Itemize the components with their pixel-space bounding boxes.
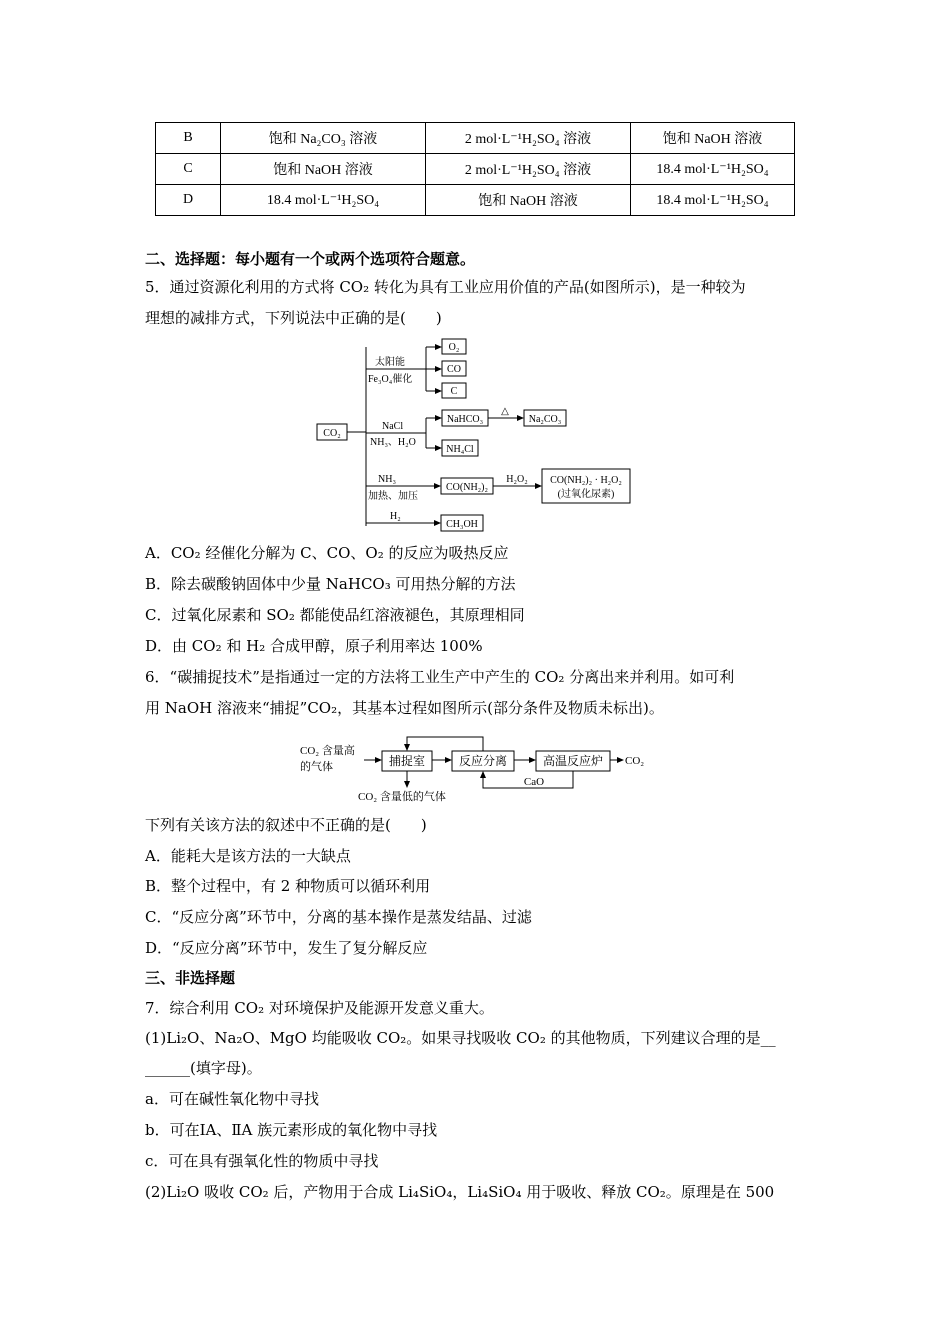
q5-option-b: B．除去碳酸钠固体中少量 NaHCO₃ 可用热分解的方法 (145, 575, 516, 593)
b1-p2: CO (447, 364, 461, 375)
q7-stem: 7．综合利用 CO₂ 对环境保护及能源开发意义重大。 (145, 999, 494, 1017)
recycle-label: CaO (523, 776, 545, 788)
q6-option-a: A．能耗大是该方法的一大缺点 (145, 847, 351, 865)
q7-option-a: a．可在碱性氧化物中寻找 (145, 1090, 319, 1108)
options-table (155, 122, 795, 216)
q6-option-c: C．“反应分离”环节中，分离的基本操作是蒸发结晶、过滤 (145, 908, 532, 926)
q6-option-d: D．“反应分离”环节中，发生了复分解反应 (145, 939, 428, 957)
q6-stem-line1: 6．“碳捕捉技术”是指通过一定的方法将工业生产中产生的 CO₂ 分离出来并利用。如可利 (145, 668, 735, 686)
q7-option-c: c．可在具有强氧化性的物质中寻找 (145, 1152, 379, 1170)
table-cell: 饱和 NaOH 溶液 (426, 185, 631, 216)
q5-option-a: A．CO₂ 经催化分解为 C、CO、O₂ 的反应为吸热反应 (145, 544, 509, 562)
co2-conversion-diagram (300, 333, 645, 533)
b4-cond: H₂ (390, 511, 401, 522)
table-cell: 饱和 Na₂CO₃ 溶液 (221, 123, 426, 154)
b1-cond2: Fe₃O₄催化 (368, 374, 413, 385)
b2-p2: NH₄Cl (446, 444, 474, 455)
table-row (156, 185, 795, 216)
section2-heading: 二、选择题：每小题有一个或两个选项符合题意。 (145, 250, 476, 268)
source-label: CO₂ (323, 428, 341, 439)
table-cell: 18.4 mol·L⁻¹H₂SO₄ (631, 185, 795, 216)
b1-p1: O₂ (448, 342, 460, 353)
q5-stem-line2: 理想的减排方式，下列说法中正确的是( ) (145, 309, 442, 327)
output-label: CO₂ (625, 755, 645, 767)
table-row (156, 154, 795, 185)
b4-p1: CH₃OH (446, 519, 478, 530)
table-cell: 饱和 NaOH 溶液 (631, 123, 795, 154)
row-label: C (156, 154, 221, 185)
b3-cond1: NH₃ (378, 474, 396, 485)
b2-cond2: NH₃、H₂O (370, 437, 416, 448)
b2-p1: NaHCO₃ (446, 414, 484, 425)
table-cell: 饱和 NaOH 溶液 (221, 154, 426, 185)
q5-option-d: D．由 CO₂ 和 H₂ 合成甲醇，原子利用率达 100% (145, 637, 483, 655)
heat-symbol: △ (501, 406, 509, 417)
box1-label: 捕捉室 (388, 754, 426, 768)
input-line2: 的气体 (300, 761, 333, 773)
b3-final1: CO(NH₂)₂ · H₂O₂ (550, 475, 622, 486)
box3-label: 高温反应炉 (542, 754, 604, 768)
table-cell: 18.4 mol·L⁻¹H₂SO₄ (221, 185, 426, 216)
q6-stem-line3: 下列有关该方法的叙述中不正确的是( ) (145, 816, 427, 834)
b1-p3: C (450, 386, 458, 397)
q5-option-c: C．过氧化尿素和 SO₂ 都能使品红溶液褪色，其原理相同 (145, 606, 525, 624)
table-cell: 18.4 mol·L⁻¹H₂SO₄ (631, 154, 795, 185)
section3-heading: 三、非选择题 (145, 969, 236, 987)
q6-stem-line2: 用 NaOH 溶液来“捕捉”CO₂，其基本过程如图所示(部分条件及物质未标出)。 (145, 699, 664, 717)
q7-part1-line2: ______(填字母)。 (145, 1059, 262, 1077)
table-cell: 2 mol·L⁻¹H₂SO₄ 溶液 (426, 123, 631, 154)
b2-p1-next: Na₂CO₃ (528, 414, 562, 425)
q5-stem-line1: 5．通过资源化利用的方式将 CO₂ 转化为具有工业应用价值的产品(如图所示)，是一种较为 (145, 278, 746, 296)
row-label: D (156, 185, 221, 216)
b3-reagent: H₂O₂ (506, 474, 528, 485)
q6-option-b: B．整个过程中，有 2 种物质可以循环利用 (145, 877, 431, 895)
carbon-capture-diagram (298, 732, 658, 807)
q7-option-b: b．可在ⅠA、ⅡA 族元素形成的氧化物中寻找 (145, 1121, 438, 1139)
b2-cond1: NaCl (382, 421, 404, 432)
b3-final2: (过氧化尿素) (557, 489, 615, 500)
b3-cond2: 加热、加压 (368, 491, 418, 502)
q7-part2-line1: (2)Li₂O 吸收 CO₂ 后，产物用于合成 Li₄SiO₄，Li₄SiO₄ 用于吸收、释放 CO₂。原理是在 500 (145, 1183, 775, 1201)
table-cell: 2 mol·L⁻¹H₂SO₄ 溶液 (426, 154, 631, 185)
box2-label: 反应分离 (458, 754, 508, 768)
exhaust-label: CO₂ 含量低的气体 (358, 791, 446, 803)
b3-p1: CO(NH₂)₂ (446, 482, 488, 493)
b1-cond1: 太阳能 (375, 357, 405, 368)
table-row (156, 123, 795, 154)
row-label: B (156, 123, 221, 154)
q7-part1-line1: (1)Li₂O、Na₂O、MgO 均能吸收 CO₂。如果寻找吸收 CO₂ 的其他物质，下列建议合理的是__ (145, 1029, 776, 1047)
input-line1: CO₂ 含量高 (300, 745, 355, 757)
